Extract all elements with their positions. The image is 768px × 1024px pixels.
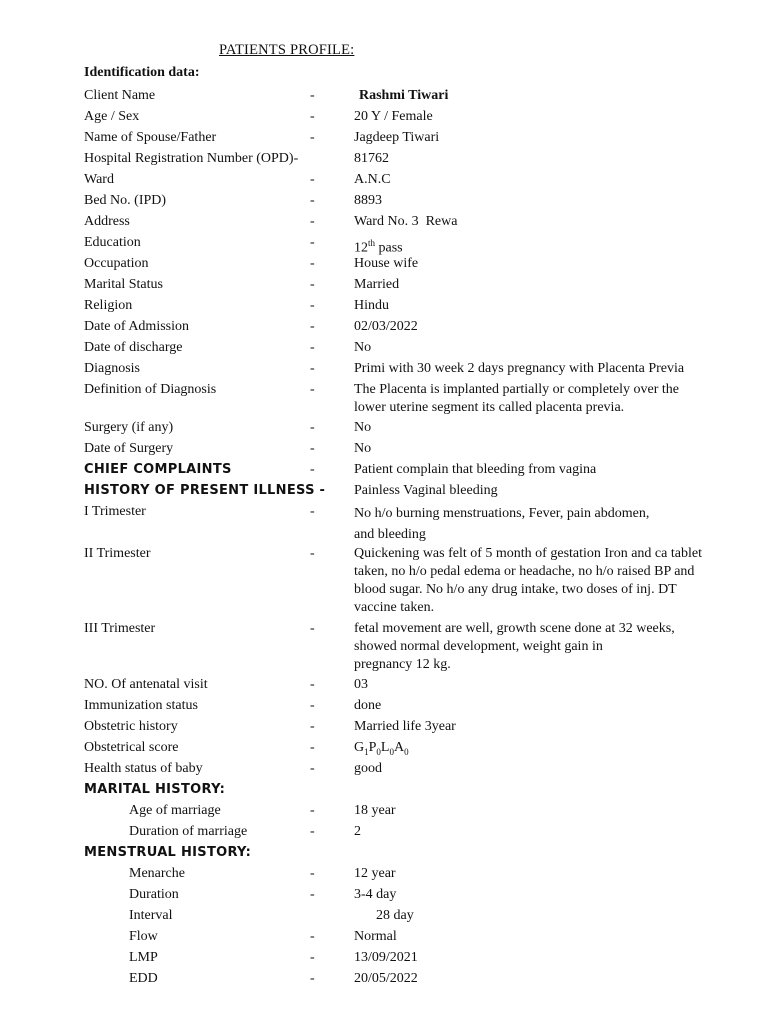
field-label: Definition of Diagnosis — [84, 382, 217, 397]
separator: - — [310, 172, 315, 187]
separator: - — [310, 420, 315, 435]
marital-history-heading: MARITAL HISTORY: — [84, 782, 226, 797]
field-value: No — [354, 441, 372, 456]
separator: - — [310, 277, 315, 292]
score-g-sub: 1 — [364, 746, 369, 757]
field-value: 13/09/2021 — [354, 950, 418, 965]
trimester-1-line-2: and bleeding — [354, 527, 426, 542]
field-label: Interval — [129, 908, 173, 923]
field-label: Occupation — [84, 256, 149, 271]
separator: - — [310, 803, 315, 818]
separator: - — [310, 950, 315, 965]
separator: - — [310, 929, 315, 944]
field-value: 12 year — [354, 866, 396, 881]
score-l-sub: 0 — [389, 746, 394, 757]
field-value: A.N.C — [354, 172, 391, 187]
separator: - — [310, 382, 315, 397]
field-label: Age of marriage — [129, 803, 221, 818]
field-value: 2 — [354, 824, 361, 839]
field-value: No — [354, 420, 372, 435]
score-p: P — [368, 740, 377, 755]
education-number: 12 — [354, 240, 368, 256]
field-value: Married — [354, 277, 400, 292]
identification-heading: Identification data: — [84, 65, 200, 80]
separator: - — [310, 235, 315, 250]
field-value: Patient complain that bleeding from vagina — [354, 462, 597, 477]
field-value: Rashmi Tiwari — [359, 88, 449, 103]
field-value: No — [354, 340, 372, 355]
field-label: Date of Admission — [84, 319, 189, 334]
separator: - — [310, 256, 315, 271]
field-value: House wife — [354, 256, 419, 271]
score-a-sub: 0 — [404, 746, 409, 757]
field-label: HISTORY OF PRESENT ILLNESS - — [84, 483, 326, 498]
field-label: Bed No. (IPD) — [84, 193, 167, 208]
field-label: Health status of baby — [84, 761, 203, 776]
separator: - — [310, 88, 315, 103]
field-value: Married life 3year — [354, 719, 456, 734]
field-value: 03 — [354, 677, 368, 692]
field-value — [354, 503, 714, 545]
separator: - — [310, 621, 315, 636]
field-value — [354, 739, 714, 761]
field-value: 28 day — [376, 908, 414, 923]
trimester-3-line-2: pregnancy 12 kg. — [354, 657, 451, 672]
field-value: 20 Y / Female — [354, 109, 433, 124]
separator: - — [310, 441, 315, 456]
separator: - — [310, 340, 315, 355]
field-label: Date of Surgery — [84, 441, 174, 456]
field-label: Date of discharge — [84, 340, 183, 355]
separator: - — [310, 719, 315, 734]
separator: - — [310, 698, 315, 713]
field-value: good — [354, 761, 382, 776]
field-value: 18 year — [354, 803, 396, 818]
field-value: 20/05/2022 — [354, 971, 418, 986]
separator: - — [310, 761, 315, 776]
field-label: Flow — [129, 929, 158, 944]
field-label: I Trimester — [84, 504, 146, 519]
separator: - — [310, 546, 315, 561]
field-label: Ward — [84, 172, 114, 187]
menstrual-history-heading: MENSTRUAL HISTORY: — [84, 845, 252, 860]
separator: - — [310, 677, 315, 692]
separator: - — [310, 361, 315, 376]
field-label: NO. Of antenatal visit — [84, 677, 208, 692]
field-label: Client Name — [84, 88, 156, 103]
field-value: The Placenta is implanted partially or completely over the lower uterine segment its called placenta previa. — [354, 382, 680, 415]
field-value: Painless Vaginal bleeding — [354, 483, 498, 498]
field-label: Obstetrical score — [84, 740, 179, 755]
separator: - — [310, 740, 315, 755]
trimester-1-line-1: No h/o burning menstruations, Fever, pain abdomen, — [354, 506, 650, 521]
field-label: Hospital Registration Number (OPD)- — [84, 151, 299, 166]
education-tail: pass — [375, 240, 403, 256]
separator: - — [310, 214, 315, 229]
separator: - — [310, 193, 315, 208]
score-a: A — [393, 740, 405, 755]
field-label: Address — [84, 214, 130, 229]
field-value: Primi with 30 week 2 days pregnancy with Placenta Previa — [354, 361, 685, 376]
field-value: 02/03/2022 — [354, 319, 418, 334]
field-label: Religion — [84, 298, 133, 313]
separator: - — [310, 130, 315, 145]
field-label: II Trimester — [84, 546, 151, 561]
field-label: III Trimester — [84, 621, 156, 636]
field-value: 81762 — [354, 151, 389, 166]
field-label: Marital Status — [84, 277, 163, 292]
field-value — [354, 620, 709, 674]
separator: - — [310, 504, 315, 519]
separator: - — [310, 824, 315, 839]
field-label: Duration of marriage — [129, 824, 248, 839]
field-label: Name of Spouse/Father — [84, 130, 217, 145]
separator: - — [310, 298, 315, 313]
field-label: Age / Sex — [84, 109, 140, 124]
field-value: Ward No. 3 Rewa — [354, 214, 458, 229]
field-value: Hindu — [354, 298, 389, 313]
separator: - — [310, 462, 315, 477]
separator: - — [310, 971, 315, 986]
field-label: Menarche — [129, 866, 185, 881]
education-ordinal: th — [368, 238, 376, 248]
field-label: Education — [84, 235, 141, 250]
separator: - — [310, 319, 315, 334]
field-label: Obstetric history — [84, 719, 178, 734]
separator: - — [310, 109, 315, 124]
score-p-sub: 0 — [376, 746, 381, 757]
field-label: Surgery (if any) — [84, 420, 174, 435]
page-title: PATIENTS PROFILE: — [219, 42, 355, 58]
field-value: Normal — [354, 929, 397, 944]
trimester-3-text: fetal movement are well, growth scene done at 32 weeks, showed normal development, weight gain in — [354, 621, 675, 654]
field-label: CHIEF COMPLAINTS — [84, 462, 232, 477]
field-value: 8893 — [354, 193, 382, 208]
field-label: Diagnosis — [84, 361, 140, 376]
field-value: 3-4 day — [354, 887, 397, 902]
score-l: L — [380, 740, 390, 755]
field-label: EDD — [129, 971, 158, 986]
separator: - — [310, 866, 315, 881]
separator: - — [310, 887, 315, 902]
field-value: Quickening was felt of 5 month of gestation Iron and ca tablet taken, no h/o pedal edema or headache, no h/o raised BP and blood sugar. No h/o any drug intake, two doses of inj. DT vaccine taken. — [354, 546, 702, 615]
field-label: Immunization status — [84, 698, 198, 713]
field-value: Jagdeep Tiwari — [354, 130, 440, 145]
field-label: Duration — [129, 887, 179, 902]
field-label: LMP — [129, 950, 158, 965]
field-value: done — [354, 698, 382, 713]
score-g: G — [354, 740, 365, 755]
